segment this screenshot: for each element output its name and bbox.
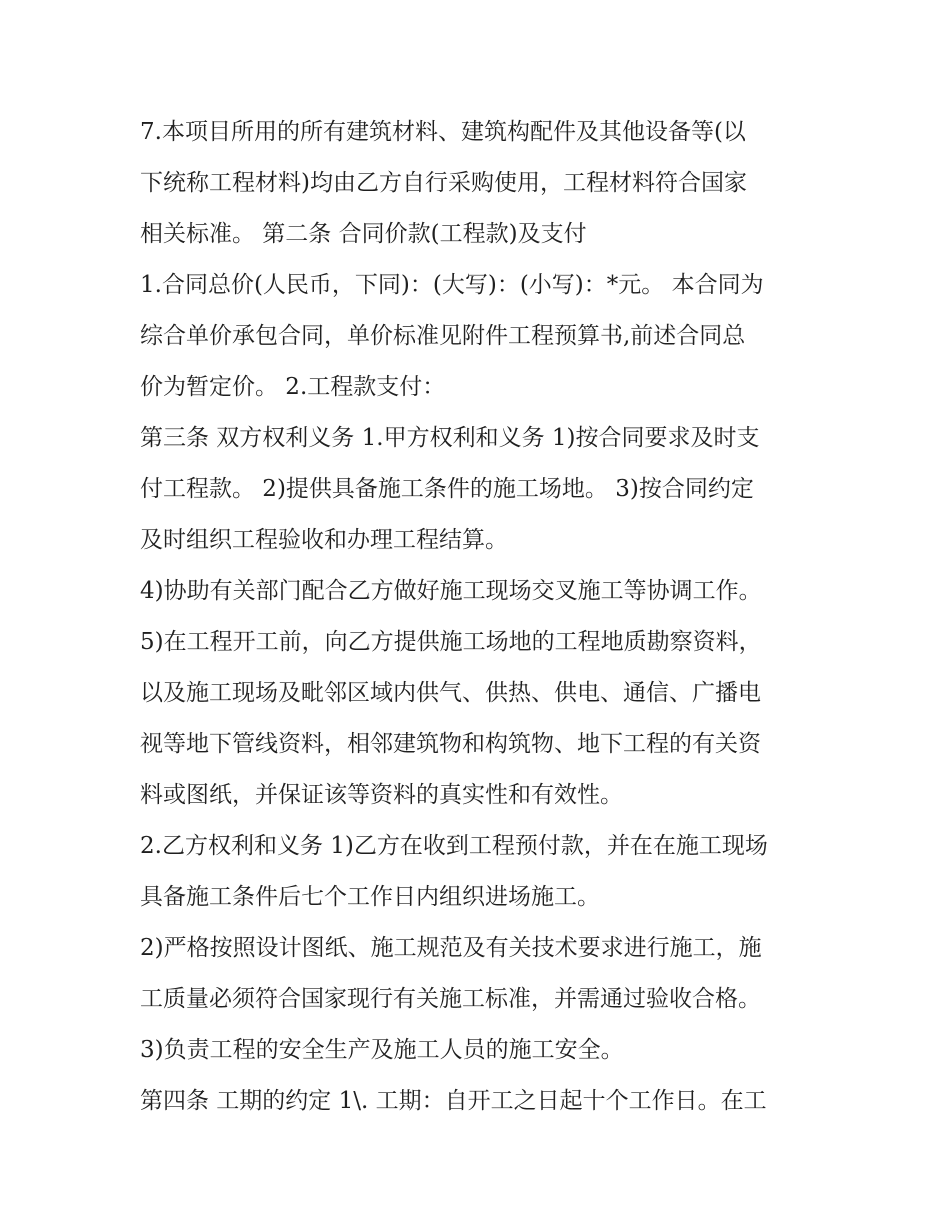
- text-line: 7.本项目所用的所有建筑材料、建筑构配件及其他设备等(以: [140, 119, 746, 145]
- text-line: 2.乙方权利和义务 1)乙方在收到工程预付款，并在在施工现场: [140, 833, 768, 859]
- text-line: 以及施工现场及毗邻区域内供气、供热、供电、通信、广播电: [140, 680, 761, 706]
- text-line: 2)严格按照设计图纸、施工规范及有关技术要求进行施工，施: [140, 935, 762, 961]
- text-line: 及时组织工程验收和办理工程结算。: [140, 527, 508, 553]
- text-line: 工质量必须符合国家现行有关施工标准，并需通过验收合格。: [140, 986, 761, 1012]
- text-line: 视等地下管线资料，相邻建筑物和构筑物、地下工程的有关资: [140, 731, 761, 757]
- text-line: 4)协助有关部门配合乙方做好施工现场交叉施工等协调工作。: [140, 578, 762, 604]
- text-line: 具备施工条件后七个工作日内组织进场施工。: [140, 884, 600, 910]
- document-body: [140, 107, 820, 1127]
- text-line: 5)在工程开工前，向乙方提供施工场地的工程地质勘察资料，: [140, 629, 762, 655]
- text-line: 第三条 双方权利义务 1.甲方权利和义务 1)按合同要求及时支: [140, 425, 760, 451]
- text-line: 下统称工程材料)均由乙方自行采购使用，工程材料符合国家: [140, 170, 747, 196]
- text-line: 相关标准。 第二条 合同价款(工程款)及支付: [140, 221, 587, 247]
- text-line: 1.合同总价(人民币，下同)：(大写)：(小写)：*元。 本合同为: [140, 272, 764, 298]
- text-line: 第四条 工期的约定 1\. 工期：自开工之日起十个工作日。在工: [140, 1088, 767, 1114]
- text-line: 3)负责工程的安全生产及施工人员的施工安全。: [140, 1037, 624, 1063]
- text-line: 价为暂定价。 2.工程款支付：: [140, 374, 446, 400]
- text-line: 综合单价承包合同，单价标准见附件工程预算书,前述合同总: [140, 323, 746, 349]
- text-line: 付工程款。 2)提供具备施工条件的施工场地。 3)按合同约定: [140, 476, 754, 502]
- text-line: 料或图纸，并保证该等资料的真实性和有效性。: [140, 782, 623, 808]
